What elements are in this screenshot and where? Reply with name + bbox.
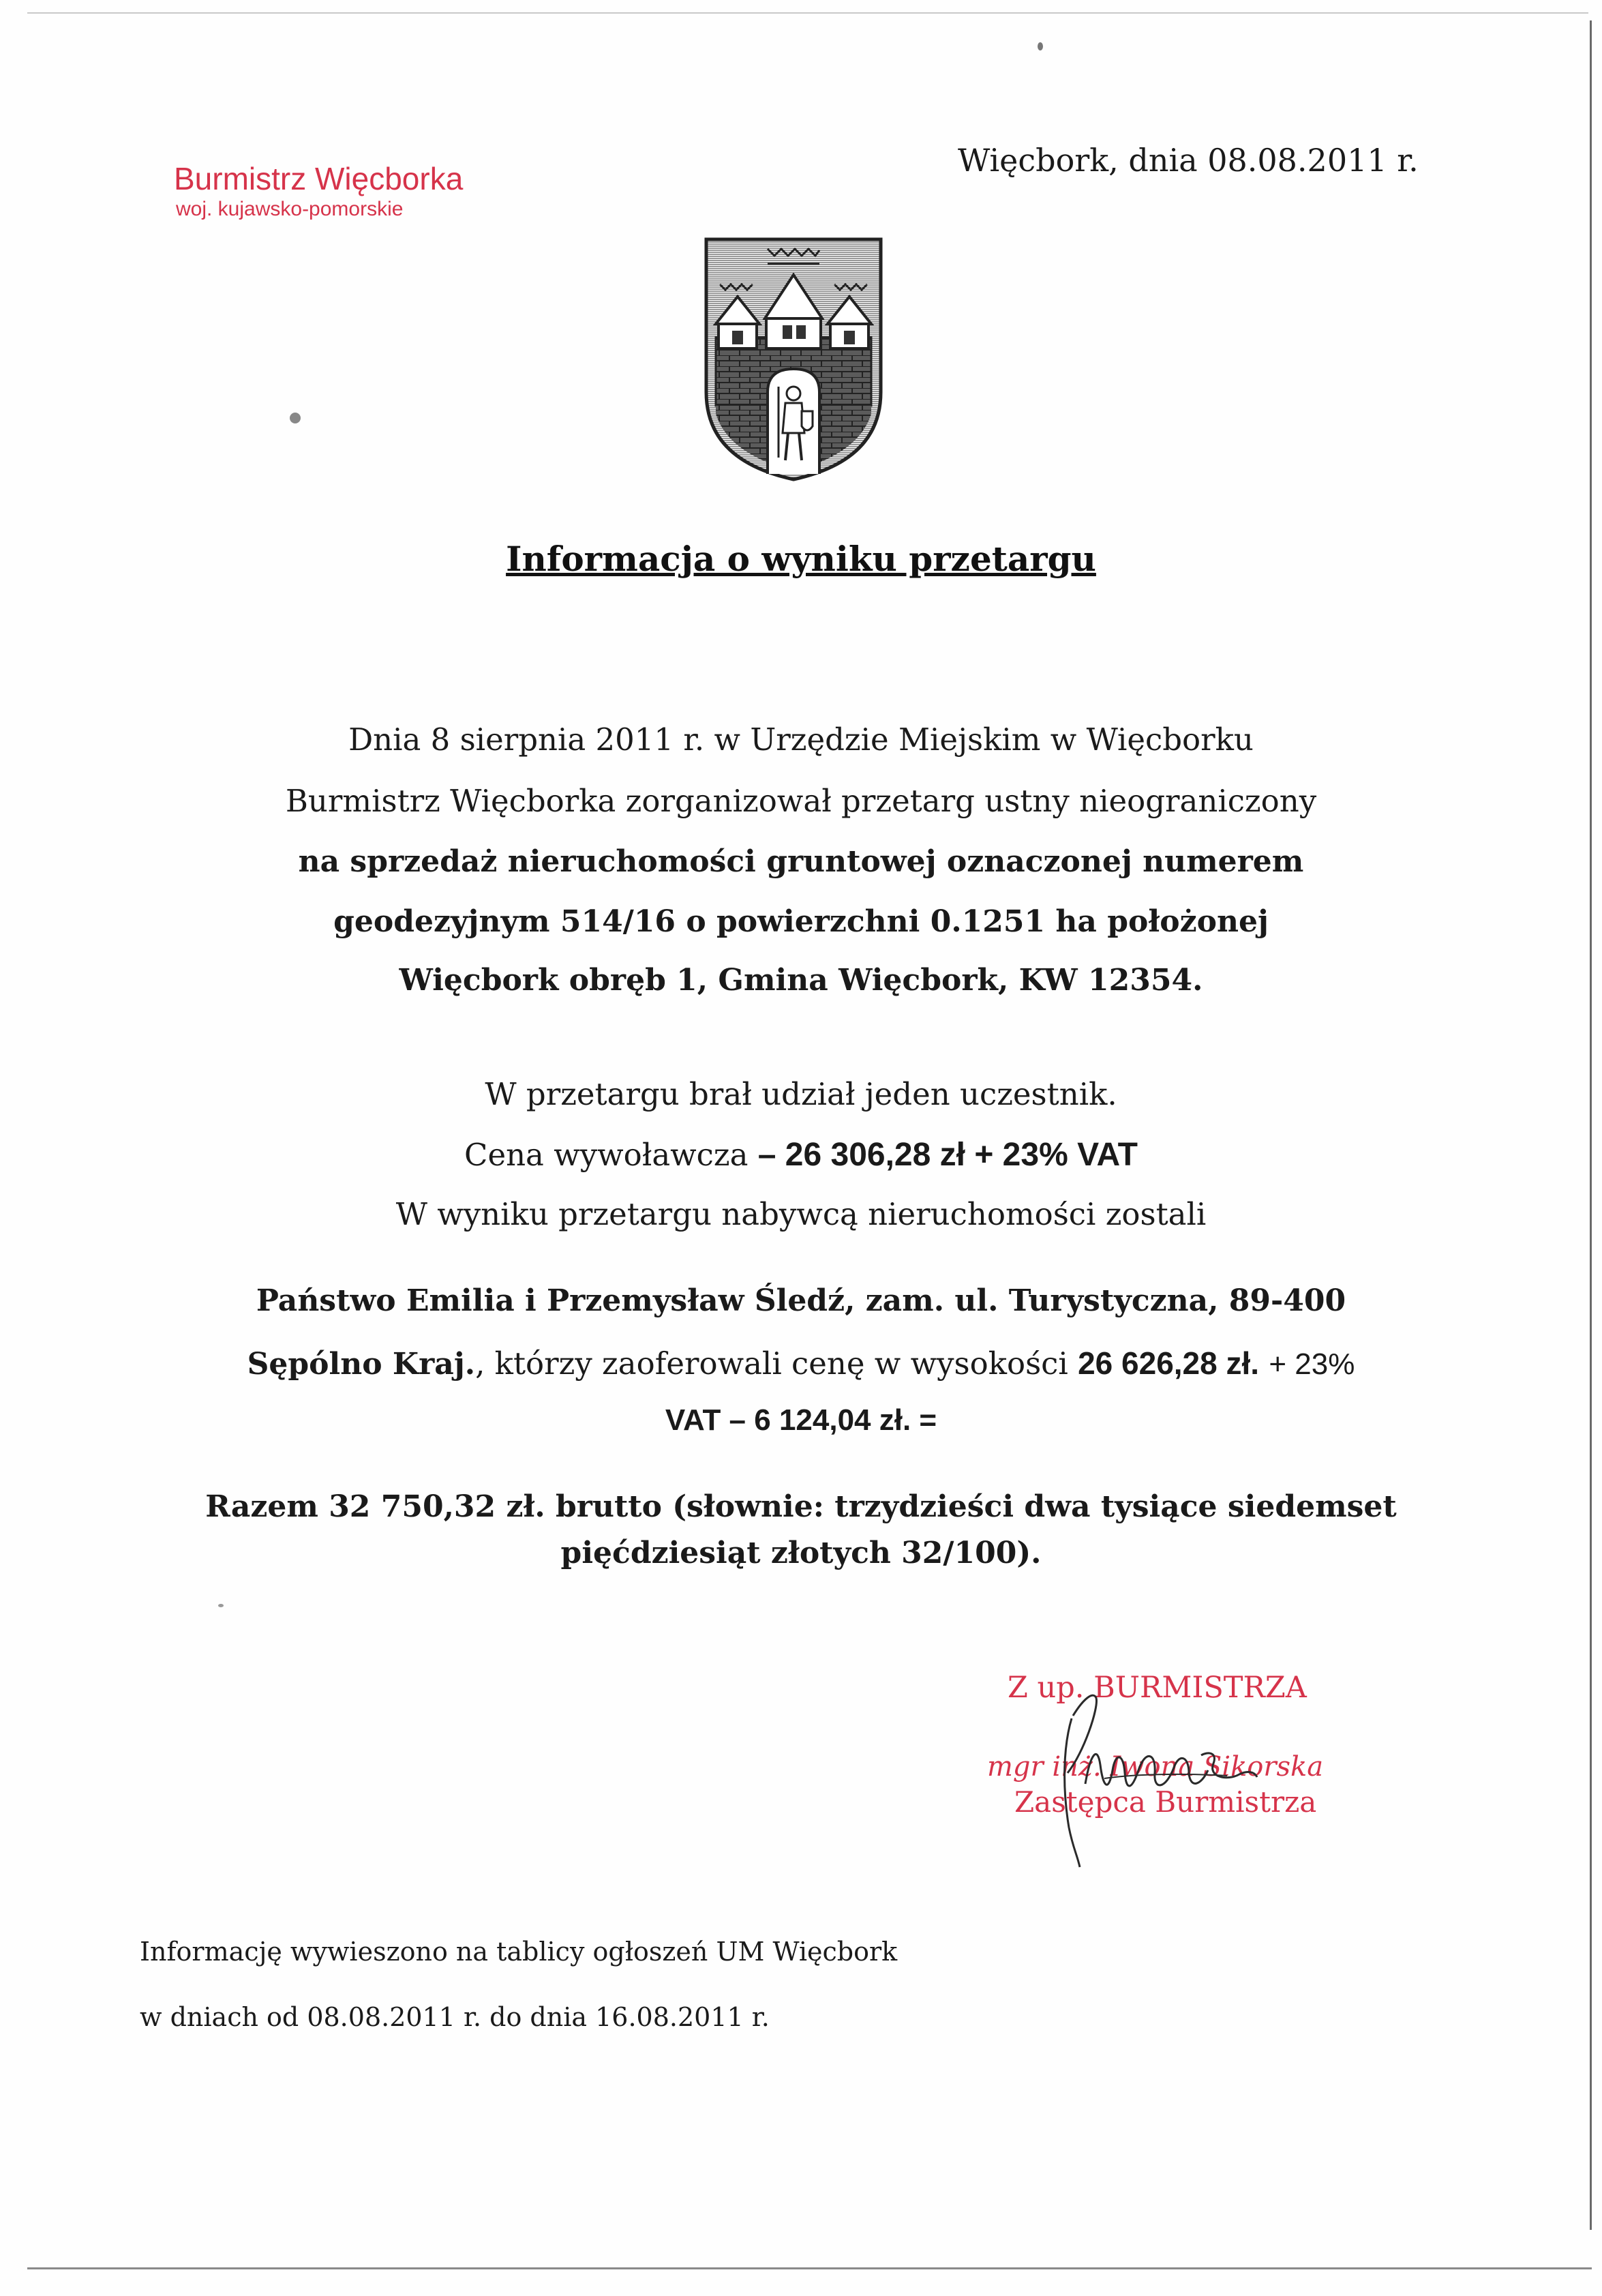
document-title: Informacja o wyniku przetargu	[506, 539, 1096, 579]
scan-speck	[218, 1604, 224, 1607]
footer-line-1: Informację wywieszono na tablicy ogłoszeń UM Więcbork	[140, 1937, 898, 1967]
intro-line-2: Burmistrz Więcborka zorganizował przetarg ustny nieograniczony	[285, 783, 1317, 819]
offer-vat: + 23%	[1269, 1347, 1355, 1381]
stamp-name: Burmistrz Więcborka	[174, 161, 464, 196]
offer-amount: 26 626,28 zł.	[1078, 1345, 1260, 1381]
place-date: Więcbork, dnia 08.08.2011 r.	[958, 142, 1419, 179]
starting-price-line	[0, 1136, 1602, 1174]
offer-line	[0, 1345, 1602, 1382]
starting-price-label: Cena wywoławcza	[464, 1137, 749, 1173]
signature-name: mgr inż. Iwona Sikorska	[987, 1751, 1324, 1783]
scan-edge-right	[1590, 20, 1592, 2230]
city-coat-of-arms-icon	[702, 235, 885, 484]
total-line-1: Razem 32 750,32 zł. brutto (słownie: trzydzieści dwa tysiące siedemset	[205, 1489, 1397, 1524]
signature-role: Zastępca Burmistrza	[1014, 1785, 1317, 1819]
scan-speck	[1038, 42, 1043, 50]
vat-line: VAT – 6 124,04 zł. =	[665, 1403, 937, 1437]
buyers-town: Sępólno Kraj.	[247, 1347, 476, 1382]
stamp-region: woj. kujawsko-pomorskie	[176, 198, 404, 220]
buyers-intro-line: W wyniku przetargu nabywcą nieruchomości zostali	[395, 1196, 1207, 1232]
footer-line-2: w dniach od 08.08.2011 r. do dnia 16.08.2011 r.	[140, 2002, 770, 2032]
signature-title: Z up. BURMISTRZA	[1008, 1671, 1307, 1705]
intro-line-4: geodezyjnym 514/16 o powierzchni 0.1251 ha położonej	[333, 904, 1269, 939]
intro-line-3: na sprzedaż nieruchomości gruntowej oznaczonej numerem	[298, 844, 1304, 879]
starting-price-value: – 26 306,28 zł + 23% VAT	[757, 1137, 1138, 1173]
handwritten-signature	[1023, 1650, 1316, 1868]
buyers-line: Państwo Emilia i Przemysław Śledź, zam. ul. Turystyczna, 89-400	[256, 1283, 1346, 1318]
scan-speck	[290, 413, 301, 423]
total-line-2: pięćdziesiąt złotych 32/100).	[560, 1536, 1042, 1570]
scan-edge-bottom	[27, 2267, 1592, 2269]
scan-edge-top	[27, 12, 1588, 14]
offer-text: , którzy zaoferowali cenę w wysokości	[475, 1345, 1078, 1382]
intro-line-5: Więcbork obręb 1, Gmina Więcbork, KW 12354.	[399, 963, 1203, 998]
participants-line: W przetargu brał udział jeden uczestnik.	[485, 1076, 1117, 1112]
intro-line-1: Dnia 8 sierpnia 2011 r. w Urzędzie Miejskim w Więcborku	[348, 721, 1254, 758]
